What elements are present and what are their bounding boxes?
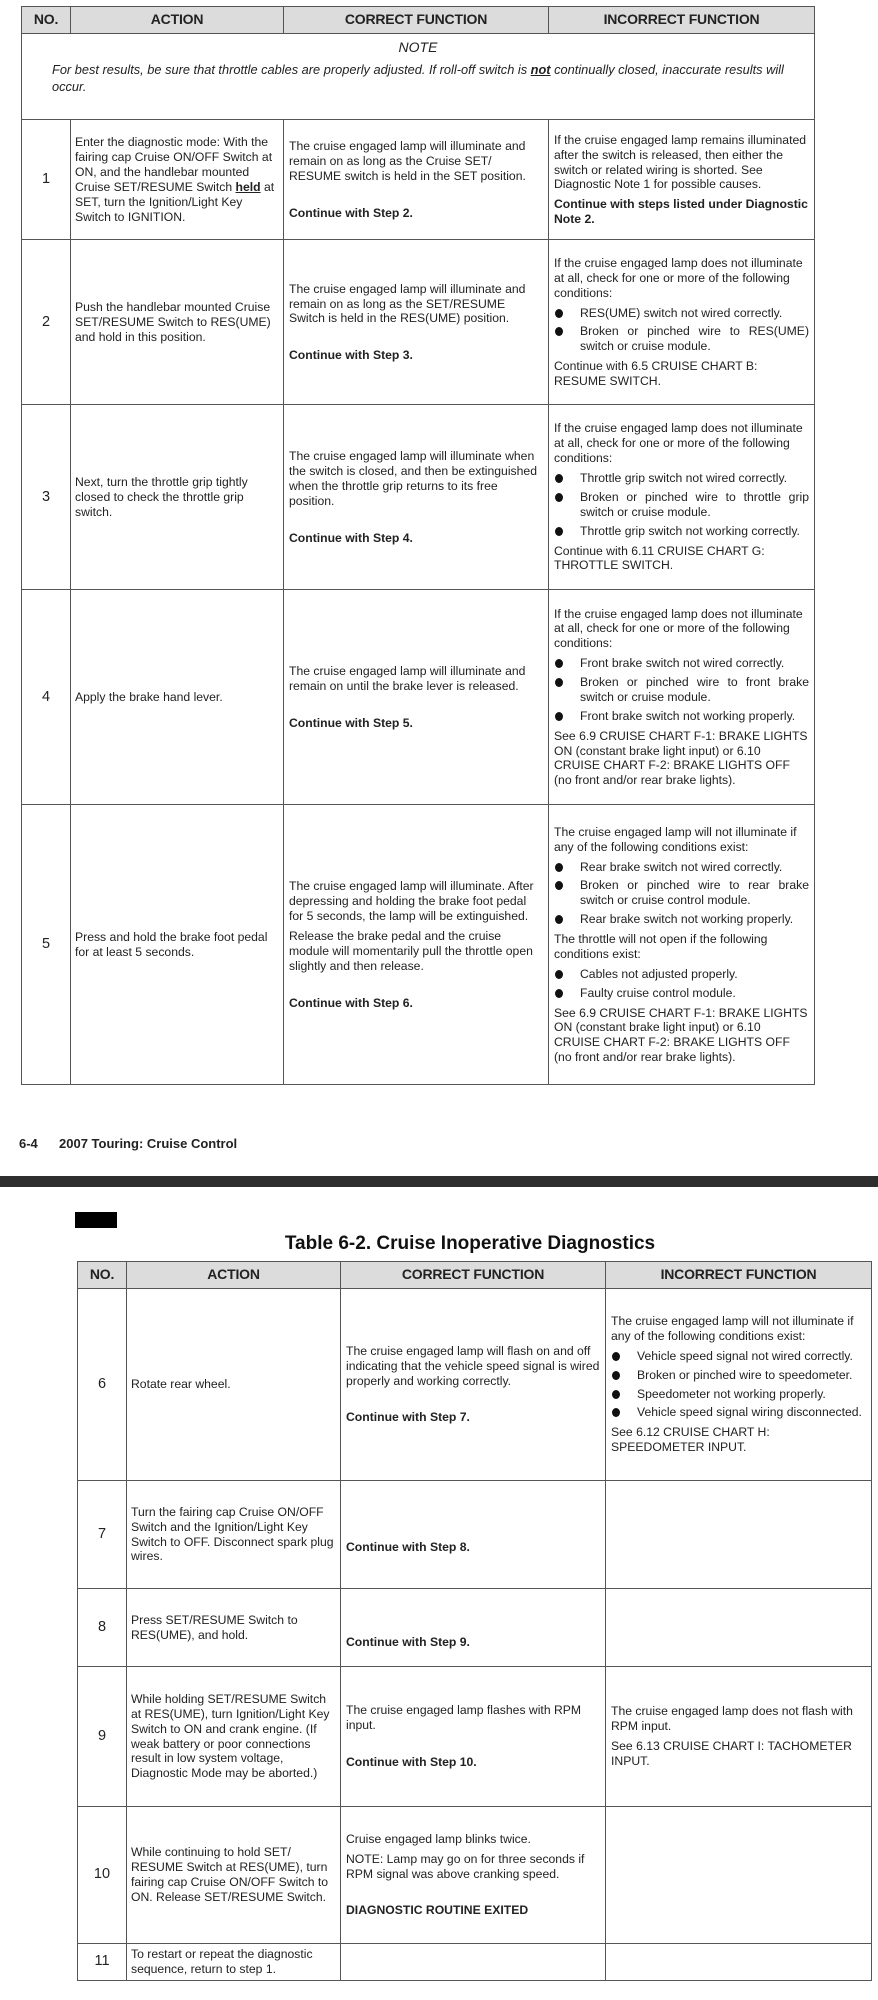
bullet-icon	[612, 1408, 620, 1417]
incorrect-function-cell	[606, 1589, 872, 1667]
correct-function-cell	[341, 1589, 606, 1667]
continue-step: Continue with Step 8.	[346, 1540, 470, 1555]
incorrect-function-cell	[606, 1667, 872, 1807]
action-cell: Push the handlebar mounted Cruise SET/RESUME Switch to RES(UME) and hold in this position.	[71, 240, 284, 405]
table-row	[78, 1667, 872, 1807]
action-text: Enter the diagnostic mode: With the fairing cap Cruise ON/OFF Switch at ON, and the handlebar mounted Cruise SET/RESUME Switch	[75, 135, 273, 194]
action-emphasis: held	[235, 179, 261, 194]
continue-step: Continue with Step 5.	[289, 715, 413, 730]
condition-list	[554, 471, 809, 539]
list-item-text: Vehicle speed signal wiring disconnected.	[637, 1405, 862, 1420]
table-title: Table 6-2. Cruise Inoperative Diagnostics	[284, 1233, 656, 1254]
list-item	[554, 524, 809, 539]
correct-function-cell	[341, 1667, 606, 1807]
column-header-no: NO.	[78, 1262, 127, 1289]
note-row	[22, 34, 815, 120]
continue-step: Continue with Step 6.	[289, 995, 413, 1010]
correct-function-text: The cruise engaged lamp flashes with RPM input.	[346, 1703, 582, 1733]
step-number: 5	[22, 805, 71, 1085]
condition-list	[554, 306, 809, 355]
list-item	[611, 1349, 866, 1364]
step-number: 1	[22, 120, 71, 240]
action-cell: While holding SET/RESUME Switch at RES(UME), turn Ignition/Light Key Switch to ON and crank engine. (If weak battery or poor connections result in low system voltage, Diagnostic Mode may be aborted.)	[127, 1667, 341, 1807]
continue-step: Continue with Step 7.	[346, 1410, 470, 1425]
continue-step: Continue with Step 2.	[289, 205, 413, 220]
incorrect-function-cell	[606, 1807, 872, 1944]
bullet-icon	[555, 659, 563, 668]
correct-function-cell	[341, 1807, 606, 1944]
bullet-icon	[555, 863, 563, 872]
list-item	[554, 967, 809, 982]
table-row	[22, 240, 815, 405]
table-row	[78, 1944, 872, 1981]
list-item	[611, 1368, 866, 1383]
bullet-icon	[555, 327, 563, 336]
list-item	[554, 986, 809, 1001]
list-item-text: Rear brake switch not wired correctly.	[580, 859, 783, 874]
list-item	[611, 1405, 866, 1420]
correct-function-note: NOTE: Lamp may go on for three seconds if RPM signal was above cranking speed.	[346, 1851, 585, 1881]
table-row	[22, 405, 815, 590]
incorrect-function-cell	[606, 1289, 872, 1481]
list-item-text: Broken or pinched wire to front brake switch or cruise module.	[580, 675, 809, 704]
list-item-text: Throttle grip switch not wired correctly.	[580, 471, 788, 486]
incorrect-function-cell	[549, 805, 815, 1085]
table-row	[78, 1589, 872, 1667]
list-item-text: Vehicle speed signal not wired correctly.	[637, 1348, 853, 1363]
continue-step: Continue with Step 10.	[346, 1754, 477, 1769]
footer-title: 2007 Touring: Cruise Control	[59, 1136, 238, 1151]
list-item	[554, 878, 809, 908]
chart-reference: See 6.13 CRUISE CHART I: TACHOMETER INPUT.	[611, 1739, 852, 1768]
incorrect-function-text: If the cruise engaged lamp does not illuminate at all, check for one or more of the following conditions:	[554, 421, 803, 466]
list-item	[554, 324, 809, 354]
bullet-icon	[555, 989, 563, 998]
correct-function-cell	[284, 405, 549, 590]
table-row	[22, 590, 815, 805]
page-separator	[0, 1176, 878, 1187]
diagnostics-table-continued	[21, 6, 815, 1085]
list-item	[554, 471, 809, 486]
action-cell: While continuing to hold SET/ RESUME Switch at RES(UME), turn fairing cap Cruise ON/OFF Switch to ON. Release SET/RESUME Switch.	[127, 1807, 341, 1944]
step-number: 9	[78, 1667, 127, 1807]
table-header-row	[22, 7, 815, 34]
incorrect-function-text: The cruise engaged lamp will not illuminate if any of the following conditions exist:	[611, 1314, 854, 1343]
column-header-no: NO.	[22, 7, 71, 34]
column-header-correct-function: CORRECT FUNCTION	[284, 7, 549, 34]
incorrect-function-text: If the cruise engaged lamp does not illuminate at all, check for one or more of the following conditions:	[554, 255, 803, 300]
list-item-text: Broken or pinched wire to RES(UME) switch or cruise module.	[580, 324, 809, 354]
correct-function-text: The cruise engaged lamp will illuminate and remain on as long as the SET/RESUME Switch is held in the RES(UME) position.	[289, 281, 526, 326]
correct-function-text-2: Release the brake pedal and the cruise module will momentarily pull the throttle open slightly and then release.	[289, 928, 533, 973]
list-item-text: Front brake switch not wired correctly.	[580, 656, 785, 671]
incorrect-function-cell	[549, 590, 815, 805]
correct-function-cell	[284, 120, 549, 240]
correct-function-cell	[284, 590, 549, 805]
step-number: 3	[22, 405, 71, 590]
table-row	[22, 120, 815, 240]
incorrect-function-cell	[549, 240, 815, 405]
page-number: 6-4	[19, 1136, 38, 1151]
action-cell: Apply the brake hand lever.	[71, 590, 284, 805]
list-item-text: Throttle grip switch not working correctly.	[580, 523, 800, 538]
bullet-icon	[612, 1352, 620, 1361]
correct-function-text: Cruise engaged lamp blinks twice.	[346, 1831, 531, 1846]
correct-function-cell	[284, 240, 549, 405]
list-item-text: RES(UME) switch not wired correctly.	[580, 305, 783, 320]
list-item	[554, 490, 809, 520]
note-emphasis: not	[530, 61, 551, 77]
redaction-block	[75, 1212, 117, 1228]
incorrect-function-cell	[549, 120, 815, 240]
bullet-icon	[555, 309, 563, 318]
incorrect-function-text: If the cruise engaged lamp remains illuminated after the switch is released, then either the switch or related wiring is shorted. See Diagnostic Note 1 for possible causes.	[554, 132, 807, 192]
bullet-icon	[555, 970, 563, 979]
bullet-icon	[555, 493, 563, 502]
step-number: 10	[78, 1807, 127, 1944]
incorrect-function-cell	[606, 1944, 872, 1981]
note-text-part: For best results, be sure that throttle cables are properly adjusted. If roll-off switch is	[52, 61, 531, 77]
chart-reference: See 6.9 CRUISE CHART F-1: BRAKE LIGHTS ON (constant brake light input) or 6.10 CRUISE CHART F-2: BRAKE LIGHTS OFF (no front and/or rear brake lights).	[554, 1005, 808, 1065]
incorrect-function-text: If the cruise engaged lamp does not illuminate at all, check for one or more of the following conditions:	[554, 606, 803, 651]
continue-step: Continue with Step 4.	[289, 530, 413, 545]
list-item-text: Front brake switch not working properly.	[580, 708, 796, 723]
correct-function-text: The cruise engaged lamp will illuminate and remain on until the brake lever is released.	[289, 664, 526, 693]
bullet-icon	[555, 678, 563, 687]
column-header-incorrect-function: INCORRECT FUNCTION	[549, 7, 815, 34]
list-item-text: Cables not adjusted properly.	[580, 966, 738, 981]
incorrect-function-text: The cruise engaged lamp does not flash with RPM input.	[611, 1704, 853, 1734]
action-cell: Rotate rear wheel.	[127, 1289, 341, 1481]
note-cell	[22, 34, 815, 120]
column-header-incorrect-function: INCORRECT FUNCTION	[606, 1262, 872, 1289]
list-item	[554, 675, 809, 705]
correct-function-text: The cruise engaged lamp will illuminate and remain on as long as the Cruise SET/ RESUME switch is held in the SET position.	[289, 139, 526, 183]
continue-step: Continue with Step 3.	[289, 348, 413, 363]
table-header-row	[78, 1262, 872, 1289]
incorrect-function-text: The cruise engaged lamp will not illuminate if any of the following conditions exist:	[554, 824, 797, 854]
chart-reference: See 6.12 CRUISE CHART H: SPEEDOMETER INPUT.	[611, 1425, 770, 1455]
bullet-icon	[555, 527, 563, 536]
step-number: 2	[22, 240, 71, 405]
step-number: 11	[78, 1944, 127, 1981]
action-cell: Next, turn the throttle grip tightly closed to check the throttle grip switch.	[71, 405, 284, 590]
bullet-icon	[555, 474, 563, 483]
step-number: 8	[78, 1589, 127, 1667]
bullet-icon	[612, 1390, 620, 1399]
correct-function-text: The cruise engaged lamp will illuminate. After depressing and holding the brake foot pedal for 5 seconds, the lamp will be extinguished.	[289, 879, 534, 924]
column-header-action: ACTION	[127, 1262, 341, 1289]
note-text	[52, 61, 784, 96]
action-cell: Press and hold the brake foot pedal for at least 5 seconds.	[71, 805, 284, 1085]
action-cell: Turn the fairing cap Cruise ON/OFF Switch and the Ignition/Light Key Switch to OFF. Disconnect spark plug wires.	[127, 1481, 341, 1589]
table-row	[22, 805, 815, 1085]
list-item	[554, 656, 809, 671]
cruise-inoperative-diagnostics-table	[77, 1261, 872, 1981]
incorrect-function-cell	[549, 405, 815, 590]
step-number: 7	[78, 1481, 127, 1589]
action-text: at SET, turn the Ignition/Light Key Switch to IGNITION.	[75, 179, 275, 224]
bullet-icon	[555, 881, 563, 890]
list-item-text: Faulty cruise control module.	[580, 985, 736, 1000]
bullet-icon	[612, 1371, 620, 1380]
bullet-icon	[555, 915, 563, 924]
incorrect-continue: Continue with steps listed under Diagnostic Note 2.	[554, 197, 808, 227]
condition-list	[554, 860, 809, 928]
chart-reference: See 6.9 CRUISE CHART F-1: BRAKE LIGHTS ON (constant brake light input) or 6.10 CRUISE CHART F-2: BRAKE LIGHTS OFF (no front and/or rear brake lights).	[554, 728, 808, 788]
correct-function-cell	[284, 805, 549, 1085]
list-item	[611, 1387, 866, 1402]
list-item-text: Broken or pinched wire to speedometer.	[637, 1367, 853, 1382]
condition-list	[554, 656, 809, 724]
correct-function-cell	[341, 1481, 606, 1589]
correct-function-cell	[341, 1289, 606, 1481]
table-row	[78, 1289, 872, 1481]
list-item-text: Speedometer not working properly.	[637, 1386, 826, 1401]
note-text-part: continually closed, inaccurate results will occur.	[52, 61, 784, 95]
routine-exited: DIAGNOSTIC ROUTINE EXITED	[346, 1903, 529, 1918]
list-item	[554, 306, 809, 321]
list-item	[554, 912, 809, 927]
page-footer	[19, 1136, 237, 1151]
table-row	[78, 1481, 872, 1589]
list-item-text: Broken or pinched wire to rear brake switch or cruise control module.	[580, 878, 809, 908]
condition-list	[611, 1349, 866, 1421]
action-cell: Press SET/RESUME Switch to RES(UME), and hold.	[127, 1589, 341, 1667]
list-item-text: Broken or pinched wire to throttle grip switch or cruise module.	[580, 489, 809, 519]
list-item	[554, 709, 809, 724]
list-item-text: Rear brake switch not working properly.	[580, 912, 794, 927]
continue-step: Continue with Step 9.	[346, 1635, 470, 1650]
incorrect-function-text-2: The throttle will not open if the following conditions exist:	[554, 932, 768, 961]
chart-reference: Continue with 6.11 CRUISE CHART G: THROTTLE SWITCH.	[554, 543, 765, 573]
bullet-icon	[555, 712, 563, 721]
action-cell: To restart or repeat the diagnostic sequence, return to step 1.	[127, 1944, 341, 1981]
condition-list-2	[554, 967, 809, 1001]
incorrect-function-cell	[606, 1481, 872, 1589]
list-item	[554, 860, 809, 875]
column-header-correct-function: CORRECT FUNCTION	[341, 1262, 606, 1289]
correct-function-cell	[341, 1944, 606, 1981]
chart-reference: Continue with 6.5 CRUISE CHART B: RESUME SWITCH.	[554, 359, 758, 389]
note-title: NOTE	[398, 39, 438, 55]
step-number: 4	[22, 590, 71, 805]
action-cell	[71, 120, 284, 240]
table-row	[78, 1807, 872, 1944]
column-header-action: ACTION	[71, 7, 284, 34]
correct-function-text: The cruise engaged lamp will flash on and off indicating that the vehicle speed signal is wired properly and working correctly.	[346, 1343, 600, 1388]
correct-function-text: The cruise engaged lamp will illuminate when the switch is closed, and then be extinguished when the throttle grip returns to its free position.	[289, 449, 537, 508]
step-number: 6	[78, 1289, 127, 1481]
